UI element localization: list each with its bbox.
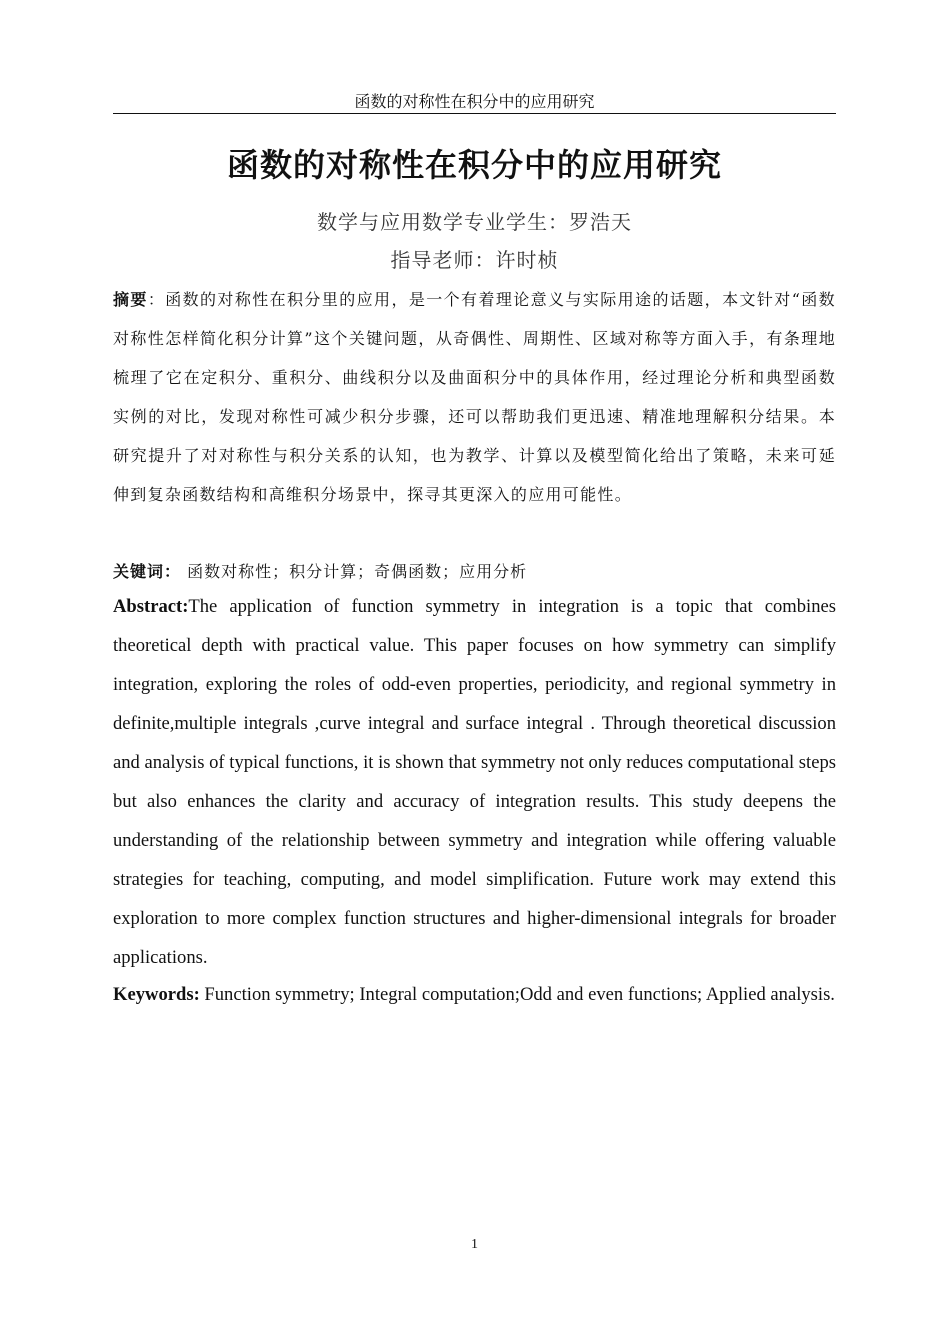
paper-title: 函数的对称性在积分中的应用研究: [226, 146, 722, 184]
page-number: 1: [471, 1237, 478, 1252]
chinese-abstract-label: 摘要: [113, 290, 148, 309]
chinese-abstract-text: 函数的对称性在积分里的应用，是一个有着理论意义与实际用途的话题，本文针对“函数对称性怎样简化积分计算”这个关键问题，从奇偶性、周期性、区域对称等方面入手，有条理地梳理了它在定积分、重积分、曲线积分以及曲面积分中的具体作用，经过理论分析和典型函数实例的对比，发现对称性可减少积分步骤，还可以帮助我们更迅速、精准地理解积分结果。本研究提升了对对称性与积分关系的认知，也为教学、计算以及模型简化给出了策略，未来可延伸到复杂函数结构和高维积分场景中，探寻其更深入的应用可能性。: [113, 290, 836, 504]
english-abstract: [113, 587, 836, 977]
english-keywords-text: Function symmetry; Integral computation;Odd and even functions; Applied analysis.: [204, 984, 835, 1005]
chinese-abstract-separator: ：: [147, 290, 166, 309]
chinese-keywords-text: 函数对称性；积分计算；奇偶函数；应用分析: [187, 562, 528, 581]
running-header: 函数的对称性在积分中的应用研究: [113, 92, 836, 114]
english-abstract-label: Abstract:: [113, 596, 189, 617]
advisor-line: 指导老师：许时桢: [390, 248, 559, 272]
english-keywords: [113, 975, 836, 1014]
chinese-keywords-label: 关键词：: [113, 562, 182, 581]
english-abstract-text: The application of function symmetry in integration is a topic that combines theoretical depth with practical value. This paper focuses on how symmetry can simplify integration, exploring the roles of odd-even properties, periodicity, and regional symmetry in definite,multiple integrals ,curve integral and surface integral . Through theoretical discussion and analysis of typical functions, it is shown that symmetry not only reduces computational steps but also enhances the clarity and accuracy of integration results. This study deepens the understanding of the relationship between symmetry and integration while offering valuable strategies for teaching, computing, and model simplification. Future work may extend this exploration to more complex function structures and higher-dimensional integrals for broader applications.: [113, 596, 836, 968]
chinese-keywords: [113, 552, 836, 591]
author-line: 数学与应用数学专业学生：罗浩天: [317, 210, 632, 234]
chinese-abstract: [113, 280, 836, 514]
english-keywords-label: Keywords:: [113, 984, 200, 1005]
